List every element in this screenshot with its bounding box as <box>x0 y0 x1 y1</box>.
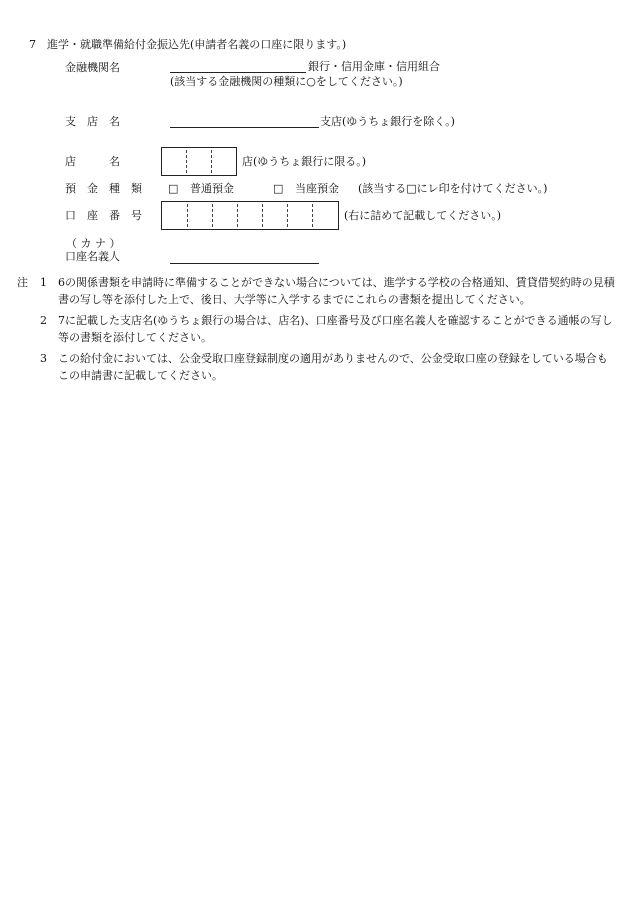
account-box-divider <box>237 204 238 227</box>
option-ordinary-label: 普通預金 <box>190 182 234 195</box>
branch-label: 支 店 名 <box>65 115 120 128</box>
branch-input-line[interactable] <box>170 127 319 128</box>
checkbox-current[interactable]: □ <box>273 182 284 195</box>
section-number: 7 <box>29 38 36 51</box>
note-number: 1 <box>40 276 47 289</box>
bank-name-suffix: 銀行・信用金庫・信用組合 <box>308 60 440 73</box>
account-box-divider <box>312 204 313 227</box>
bank-name-input-line[interactable] <box>170 72 306 73</box>
account-box-divider <box>262 204 263 227</box>
bank-name-hint: (該当する金融機関の種類に○をしてください。) <box>170 75 403 88</box>
account-holder-kana-label: （ カ ナ ） <box>66 237 121 250</box>
deposit-type-hint: (該当する□にレ印を付けてください。) <box>358 182 548 195</box>
account-box-divider <box>287 204 288 227</box>
note-number: 3 <box>40 352 47 365</box>
store-label: 店 名 <box>65 155 120 168</box>
account-holder-input-line[interactable] <box>170 263 319 264</box>
option-current-label: 当座預金 <box>295 182 339 195</box>
bank-name-label: 金融機関名 <box>65 61 120 74</box>
note-text: 6の関係書類を申請時に準備することができない場合については、進学する学校の合格通知、賃貸借契約時の見積書の写し等を添付した上で、後日、大学等に入学するまでにこれらの書類を提出してください。 <box>58 276 615 306</box>
account-number-hint: (右に詰めて記載してください。) <box>344 209 502 222</box>
account-box-divider <box>187 204 188 227</box>
note-text: この給付金においては、公金受取口座登録制度の適用がありませんので、公金受取口座の登録をしている場合もこの申請書に記載してください。 <box>58 352 608 382</box>
store-box-divider <box>186 150 187 173</box>
account-box-divider <box>212 204 213 227</box>
deposit-type-label: 預 金 種 類 <box>65 182 142 195</box>
branch-suffix: 支店(ゆうちょ銀行を除く。) <box>320 115 455 128</box>
note-text: 7に記載した支店名(ゆうちょ銀行の場合は、店名)、口座番号及び口座名義人を確認することができる通帳の写し等の書類を添付してください。 <box>58 314 613 344</box>
checkbox-ordinary[interactable]: □ <box>168 182 179 195</box>
store-box-divider <box>211 150 212 173</box>
section-title: 進学・就職準備給付金振込先(申請者名義の口座に限ります。) <box>47 38 347 51</box>
store-number-box[interactable] <box>161 147 237 176</box>
note-number: 2 <box>40 314 47 327</box>
store-suffix: 店(ゆうちょ銀行に限る。) <box>242 155 367 168</box>
account-holder-label: 口座名義人 <box>65 250 120 263</box>
account-number-box[interactable] <box>161 201 339 230</box>
notes-prefix: 注 <box>17 276 28 289</box>
account-number-label: 口 座 番 号 <box>65 209 142 222</box>
